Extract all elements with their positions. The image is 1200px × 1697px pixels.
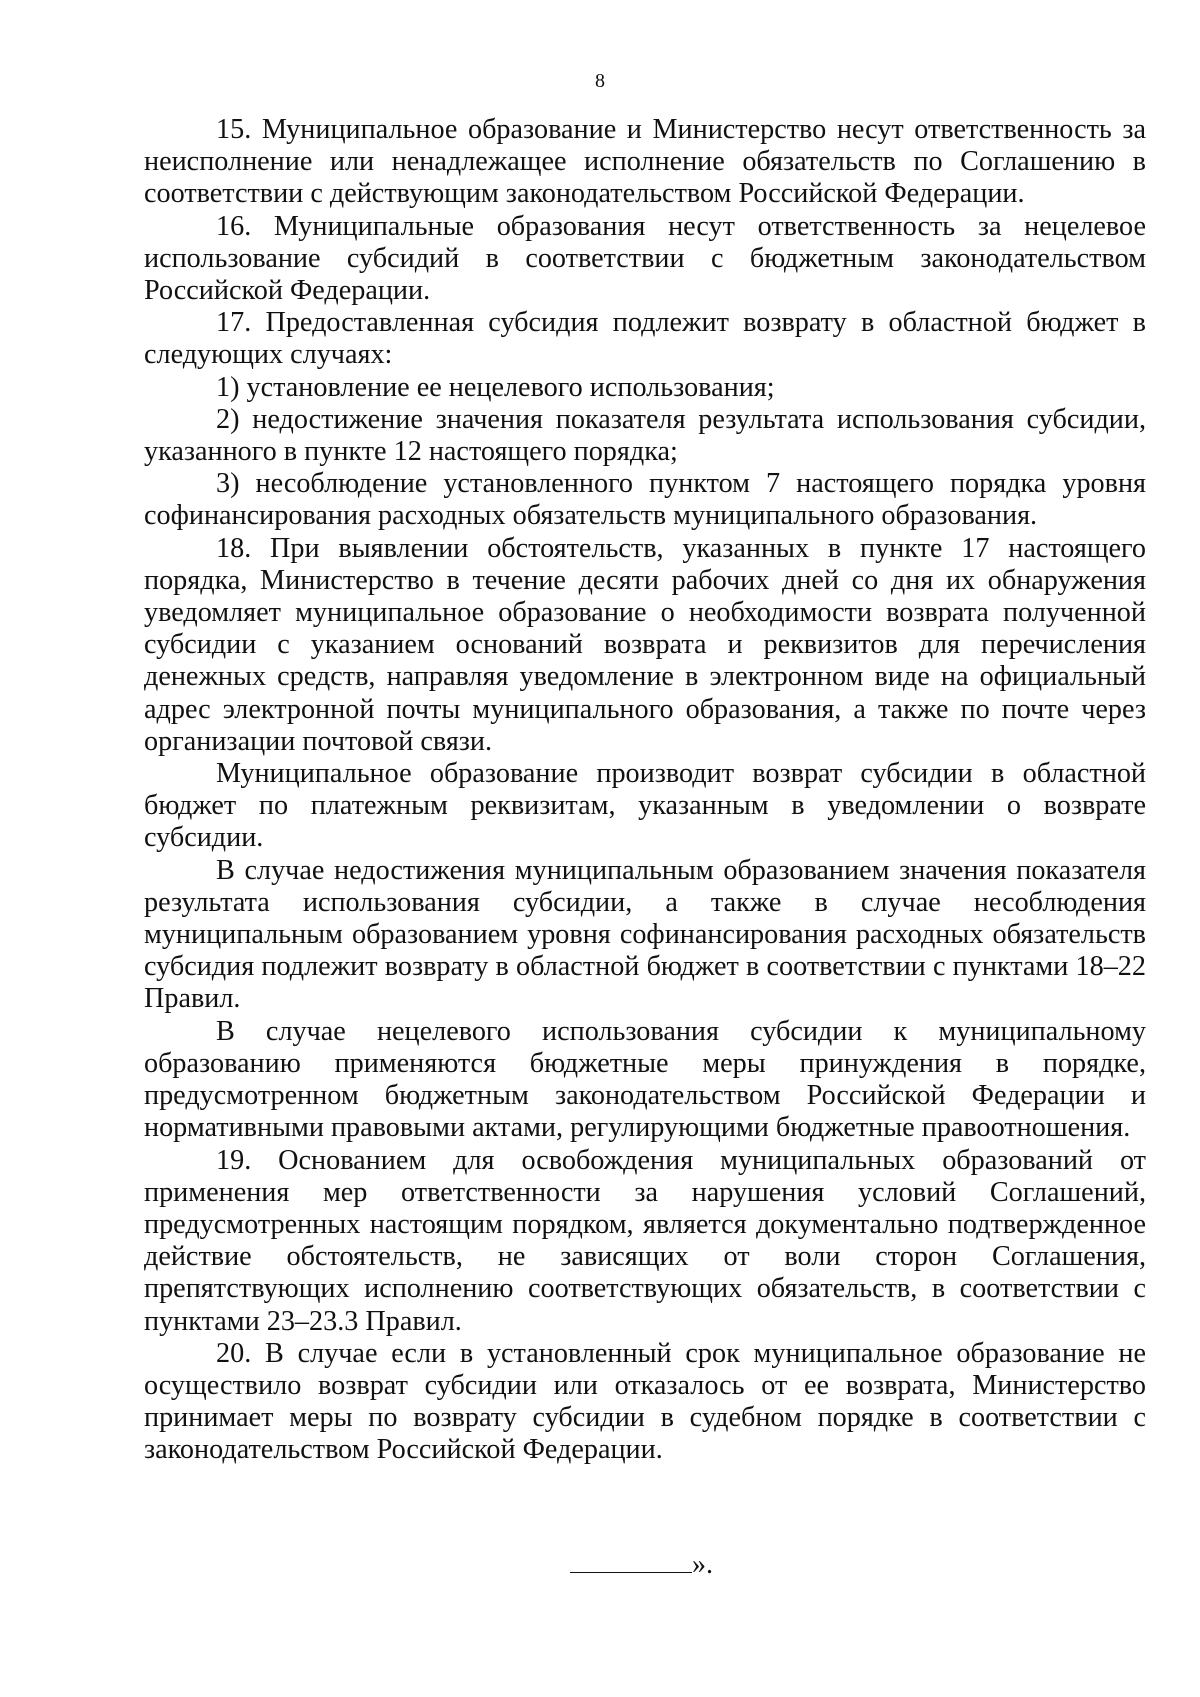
closing-rule [570,1552,692,1573]
paragraph-17-item-3: 3) несоблюдение установленного пунктом 7 настоящего порядка уровня софинансирования расходных обязательств муниципального образования. [144,468,1146,532]
paragraph-15: 15. Муниципальное образование и Министерство несут ответственность за неисполнение или ненадлежащее исполнение обязательств по Соглашению в соответствии с действующим законодательством Российской Федерации. [144,114,1146,210]
closing-line [570,1549,713,1581]
closing-mark: ». [692,1549,713,1580]
paragraph-17-item-1: 1) установление ее нецелевого использования; [216,371,775,403]
document-body [144,114,1146,1467]
page-number: 8 [595,70,605,92]
paragraph-18-non-achievement: В случае недостижения муниципальным образованием значения показателя результата использования субсидии, а также в случае несоблюдения муниципальным образованием уровня софинансирования расходных обязательств субсидия подлежит возврату в областной бюджет в соответствии с пунктами 18–22 Правил. [144,854,1146,1015]
paragraph-19: 19. Основанием для освобождения муниципальных образований от применения мер ответственности за нарушения условий Соглашений, предусмотренных настоящим порядком, является документально подтвержденное действие обстоятельств, не зависящих от воли сторон Соглашения, препятствующих исполнению соответствующих обязательств, в соответствии с пунктами 23–23.3 Правил. [144,1144,1146,1337]
paragraph-17-item-2: 2) недостижение значения показателя результата использования субсидии, указанного в пункте 12 настоящего порядка; [144,403,1146,468]
paragraph-20: 20. В случае если в установленный срок муниципальное образование не осуществило возврат субсидии или отказалось от ее возврата, Министерство принимает меры по возврату субсидии в судебном порядке в соответствии с законодательством Российской Федерации. [144,1337,1146,1466]
paragraph-18-return: Муниципальное образование производит возврат субсидии в областной бюджет по платежным реквизитам, указанным в уведомлении о возврате субсидии. [144,758,1146,854]
paragraph-18: 18. При выявлении обстоятельств, указанных в пункте 17 настоящего порядка, Министерство в течение десяти рабочих дней со дня их обнаружения уведомляет муниципальное образование о необходимости возврата полученной субсидии с указанием оснований возврата и реквизитов для перечисления денежных средств, направляя уведомление в электронном виде на официальный адрес электронной почты муниципального образования, а также по почте через организации почтовой связи. [144,532,1146,757]
paragraph-16: 16. Муниципальные образования несут ответственность за нецелевое использование субсидий в соответствии с бюджетным законодательством Российской Федерации. [144,210,1146,307]
paragraph-17: 17. Предоставленная субсидия подлежит возврату в областной бюджет в следующих случаях: [144,307,1146,371]
paragraph-18-misuse: В случае нецелевого использования субсидии к муниципальному образованию применяются бюджетные меры принуждения в порядке, предусмотренном бюджетным законодательством Российской Федерации и нормативными правовыми актами, регулирующими бюджетные правоотношения. [144,1015,1146,1144]
